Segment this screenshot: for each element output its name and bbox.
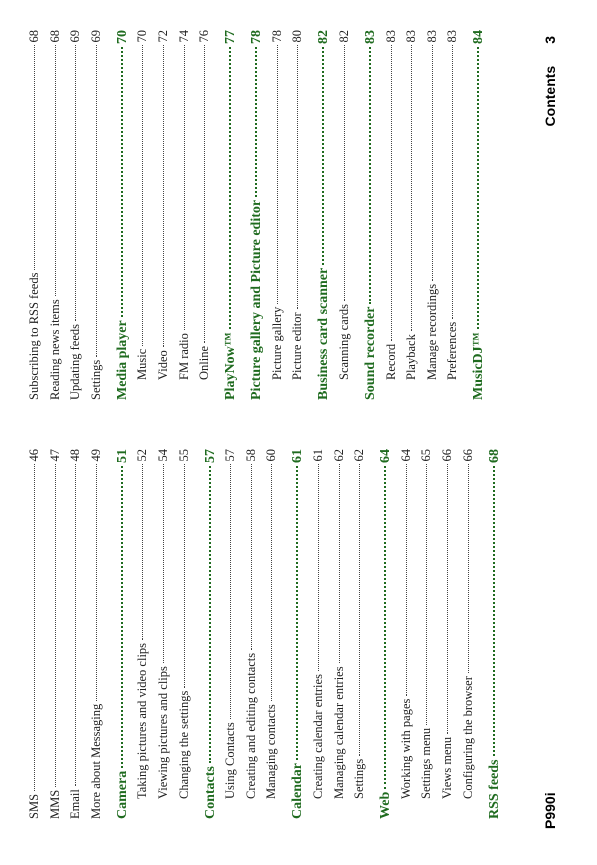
toc-entry-label: Manage recordings	[424, 283, 439, 380]
toc-leader-dots	[230, 465, 231, 720]
toc-page-number: 66	[460, 449, 475, 462]
toc-entry-label: Views menu	[440, 736, 454, 799]
toc-entry[interactable]	[385, 30, 398, 400]
toc-entry-label: Music	[135, 348, 150, 380]
toc-page-number: 48	[68, 449, 83, 462]
toc-page-number: 72	[156, 30, 170, 43]
toc-entry-label: FM radio	[176, 333, 191, 380]
toc-leader-dots	[384, 466, 386, 789]
toc-entry-label: Settings menu	[419, 727, 434, 799]
toc-page-number: 69	[88, 30, 103, 43]
toc-leader-dots	[96, 465, 97, 701]
toc-page-number: 83	[445, 30, 460, 43]
toc-entry-label: Picture gallery	[269, 306, 284, 380]
toc-entry-label: Managing calendar entries	[331, 666, 346, 799]
toc-leader-dots	[411, 46, 412, 332]
toc-entry-label: Playback	[404, 334, 419, 380]
footer-model: P990i	[542, 792, 558, 829]
toc-entry[interactable]	[333, 449, 346, 819]
toc-leader-dots	[142, 465, 143, 640]
toc-entry-label: Video	[156, 350, 170, 380]
toc-leader-dots	[55, 46, 56, 297]
toc-leader-dots	[255, 47, 257, 197]
toc-section-heading[interactable]	[116, 30, 130, 400]
toc-section-heading[interactable]	[317, 30, 331, 400]
toc-leader-dots	[406, 465, 407, 696]
toc-leader-dots	[426, 465, 427, 725]
toc-leader-dots	[229, 47, 231, 329]
toc-entry[interactable]	[462, 449, 475, 819]
toc-page-number: 68	[486, 449, 502, 463]
toc-page-number: 83	[404, 30, 419, 43]
toc-entry-label: Taking pictures and video clips	[135, 642, 150, 799]
toc-leader-dots	[277, 46, 278, 304]
toc-leader-dots	[322, 47, 324, 265]
toc-section-heading[interactable]	[379, 449, 393, 819]
toc-page-number: 62	[352, 449, 367, 462]
toc-leader-dots	[75, 46, 76, 321]
toc-section-heading[interactable]	[488, 449, 502, 819]
toc-entry-label: Picture gallery and Picture editor	[249, 199, 265, 400]
toc-entry[interactable]	[90, 449, 103, 819]
toc-page-number: 64	[398, 449, 413, 462]
toc-leader-dots	[163, 465, 164, 664]
toc-entry[interactable]	[224, 449, 237, 819]
toc-section-heading[interactable]	[291, 449, 305, 819]
toc-entry-label: Email	[68, 789, 83, 819]
toc-leader-dots	[452, 46, 453, 319]
toc-entry-label: Web	[378, 791, 394, 819]
toc-page-number: 54	[156, 449, 170, 462]
toc-page-number: 69	[68, 30, 83, 43]
toc-entry[interactable]	[265, 449, 278, 819]
toc-page-number: 83	[424, 30, 439, 43]
toc-page-number: 66	[440, 449, 454, 462]
toc-entry[interactable]	[198, 30, 211, 400]
toc-leader-dots	[121, 47, 123, 317]
toc-entry-label: Record	[383, 343, 398, 380]
toc-entry-label: Preferences	[445, 321, 460, 380]
toc-entry[interactable]	[49, 449, 62, 819]
toc-entry[interactable]	[28, 30, 41, 400]
toc-section-heading[interactable]	[250, 30, 264, 400]
toc-page-number: 84	[471, 30, 487, 44]
toc-leader-dots	[142, 46, 143, 346]
toc-leader-dots	[204, 46, 205, 343]
toc-page-number: 77	[223, 30, 239, 44]
toc-entry[interactable]	[353, 449, 366, 819]
toc-entry-label: PlayNow™	[223, 332, 239, 400]
toc-entry[interactable]	[90, 30, 103, 400]
toc-leader-dots	[318, 465, 319, 672]
toc-leader-dots	[251, 465, 252, 650]
toc-page-number: 46	[27, 449, 41, 462]
toc-leader-dots	[55, 465, 56, 787]
toc-page-number: 51	[114, 449, 130, 463]
toc-entry[interactable]	[420, 449, 433, 819]
toc-leader-dots	[344, 46, 345, 301]
toc-entry[interactable]	[49, 30, 62, 400]
toc-leader-dots	[359, 465, 360, 756]
toc-entry-label: Online	[197, 345, 212, 380]
toc-page-number: 68	[47, 30, 62, 43]
toc-page-number: 64	[378, 449, 394, 463]
toc-section-heading[interactable]	[364, 30, 378, 400]
footer-section-title: Contents	[542, 65, 558, 127]
toc-entry[interactable]	[291, 30, 304, 400]
toc-page-number: 57	[223, 449, 238, 462]
toc-page-number: 49	[88, 449, 103, 462]
toc-entry[interactable]	[136, 30, 149, 400]
toc-entry-label: Business card scanner	[316, 267, 332, 400]
toc-entry-label: Settings	[88, 359, 103, 400]
toc-section-heading[interactable]	[472, 30, 486, 400]
toc-entry-label: Working with pages	[398, 698, 413, 799]
toc-section-heading[interactable]	[224, 30, 238, 400]
toc-section-heading[interactable]	[204, 449, 218, 819]
toc-leader-dots	[271, 465, 272, 702]
toc-page-number: 65	[419, 449, 434, 462]
toc-entry-label: RSS feeds	[486, 759, 502, 819]
toc-leader-dots	[339, 465, 340, 664]
toc-entry-label: Managing contacts	[264, 704, 279, 799]
toc-entry-label: Updating feeds	[68, 323, 83, 400]
toc-page-number: 57	[202, 449, 218, 463]
toc-page-number: 80	[290, 30, 305, 43]
toc-page-number: 83	[363, 30, 378, 44]
toc-section-heading[interactable]	[116, 449, 130, 819]
toc-entry-label: Picture editor	[290, 312, 305, 380]
toc-entry-label: Creating and editing contacts	[243, 652, 258, 799]
toc-page-number: 70	[114, 30, 130, 44]
toc-entry-label: Sound recorder	[363, 306, 378, 400]
toc-page-number: 82	[337, 30, 351, 43]
toc-leader-dots	[34, 465, 35, 791]
toc-leader-dots	[391, 46, 392, 341]
toc-leader-dots	[163, 46, 164, 348]
toc-entry[interactable]	[157, 449, 170, 819]
toc-leader-dots	[432, 46, 433, 281]
toc-leader-dots	[209, 466, 211, 763]
toc-leader-dots	[296, 466, 298, 760]
toc-leader-dots	[447, 465, 448, 734]
toc-entry[interactable]	[69, 449, 82, 819]
toc-entry-label: More about Messaging	[88, 703, 103, 819]
toc-entry-label: Scanning cards	[337, 303, 351, 380]
toc-entry-label: MusicDJ™	[471, 332, 487, 400]
toc-entry[interactable]	[312, 449, 325, 819]
toc-entry[interactable]	[245, 449, 258, 819]
footer-section	[542, 36, 558, 126]
toc-page-number: 62	[331, 449, 346, 462]
footer-page-number: 3	[542, 36, 558, 44]
toc-entry-label: Subscribing to RSS feeds	[27, 272, 41, 400]
toc-page-number: 76	[197, 30, 212, 43]
toc-page-number: 52	[135, 449, 150, 462]
toc-entry[interactable]	[446, 30, 459, 400]
toc-entry[interactable]	[69, 30, 82, 400]
toc-entry-label: SMS	[27, 793, 41, 819]
toc-entry[interactable]	[178, 449, 191, 819]
toc-entry-label: Creating calendar entries	[311, 674, 325, 799]
toc-page-number: 68	[27, 30, 41, 43]
toc-entry-label: Settings	[352, 758, 367, 799]
toc-page-number: 74	[176, 30, 191, 43]
toc-leader-dots	[34, 46, 35, 270]
toc-page-number: 83	[383, 30, 398, 43]
toc-entry-label: MMS	[47, 789, 62, 819]
toc-leader-dots	[96, 46, 97, 357]
toc-entry-label: Calendar	[290, 763, 306, 819]
toc-leader-dots	[493, 466, 495, 756]
toc-leader-dots	[477, 47, 479, 329]
toc-entry[interactable]	[441, 449, 454, 819]
toc-page-number: 70	[135, 30, 150, 43]
toc-leader-dots	[468, 465, 469, 674]
toc-entry-label: Configuring the browser	[460, 676, 475, 799]
toc-page-number: 60	[264, 449, 279, 462]
toc-entry-label: Media player	[114, 320, 130, 400]
toc-entry[interactable]	[136, 449, 149, 819]
toc-entry[interactable]	[405, 30, 418, 400]
toc-leader-dots	[75, 465, 76, 787]
toc-leader-dots	[184, 46, 185, 331]
toc-leader-dots	[184, 465, 185, 688]
toc-leader-dots	[369, 47, 371, 304]
toc-entry-label: Reading news items	[47, 299, 62, 400]
toc-entry[interactable]	[271, 30, 284, 400]
toc-leader-dots	[121, 466, 123, 768]
toc-page-number: 82	[316, 30, 332, 44]
toc-page-number: 58	[243, 449, 258, 462]
toc-leader-dots	[297, 46, 298, 310]
toc-entry[interactable]	[338, 30, 351, 400]
toc-entry[interactable]	[157, 30, 170, 400]
toc-page-number: 78	[269, 30, 284, 43]
toc-entry-label: Using Contacts	[223, 722, 238, 799]
toc-page-number: 78	[249, 30, 265, 44]
toc-page-number: 47	[47, 449, 62, 462]
toc-entry[interactable]	[400, 449, 413, 819]
toc-entry[interactable]	[178, 30, 191, 400]
toc-entry-label: Changing the settings	[176, 690, 191, 799]
toc-entry[interactable]	[426, 30, 439, 400]
toc-page-number: 55	[176, 449, 191, 462]
toc-entry-label: Viewing pictures and clips	[156, 666, 170, 799]
toc-page-number: 61	[311, 449, 325, 462]
toc-entry-label: Contacts	[202, 766, 218, 819]
toc-page-number: 61	[290, 449, 306, 463]
toc-entry-label: Camera	[114, 770, 130, 819]
toc-entry[interactable]	[28, 449, 41, 819]
